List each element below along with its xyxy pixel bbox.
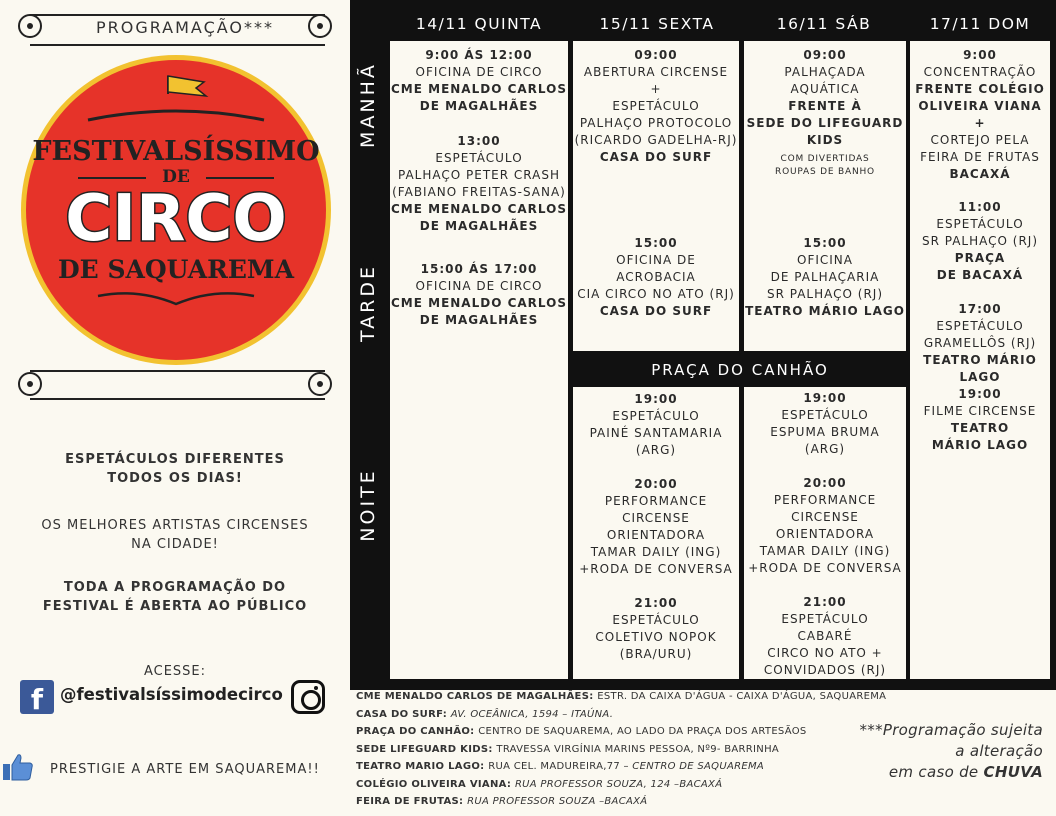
event [744, 47, 906, 179]
swirl-ornament-icon [18, 14, 42, 38]
venue-row [356, 688, 916, 706]
event-time: 20:00 [634, 477, 678, 491]
event [390, 133, 568, 235]
event-time: 15:00 ÁS 17:00 [420, 262, 538, 276]
event-line: CONVIDADOS (RJ) [763, 663, 887, 677]
event-venue: TEATRO MÁRIO [923, 353, 1037, 367]
event-venue: BACAXÁ [949, 167, 1011, 181]
event-line: ABERTURA CIRCENSE [583, 65, 729, 79]
event-line: TAMAR DAILY (ING) [759, 544, 891, 558]
day-header-sun: 17/11 DOM [929, 15, 1031, 33]
event-line: (FABIANO FREITAS-SANA) [392, 185, 566, 199]
cell-saturday-morning [744, 41, 906, 229]
event-line: CIRCENSE [622, 511, 690, 525]
event-line: FEIRA DE FRUTAS [920, 150, 1040, 164]
event-line: ESPETÁCULO [435, 151, 523, 165]
event-line: CIRCO NO ATO + [767, 646, 883, 660]
venue-name: CASA DO SURF: [356, 708, 451, 720]
event-venue: MÁRIO LAGO [931, 438, 1029, 452]
event-venue: LAGO [959, 370, 1001, 384]
event-line: OFICINA DE [616, 253, 696, 267]
event-line: (RICARDO GADELHA-RJ) [574, 133, 738, 147]
event-line: PALHAÇO PROTOCOLO [579, 116, 733, 130]
venue-list [356, 688, 916, 811]
cell-thursday [390, 41, 568, 679]
event-line: ESPETÁCULO [936, 319, 1024, 333]
event [573, 391, 739, 459]
disclaimer-note [845, 720, 1043, 783]
event-time: 19:00 [634, 392, 678, 406]
event [573, 595, 739, 663]
frame-bottom-line [30, 370, 325, 372]
logo-line-3: CIRCO [65, 182, 287, 256]
swirl-ornament-icon [18, 372, 42, 396]
tagline-espetaculos: ESPETÁCULOS DIFERENTES TODOS OS DIAS! [65, 452, 285, 486]
event-line: TAMAR DAILY (ING) [590, 545, 722, 559]
event-line: (BRA/URU) [619, 647, 693, 661]
event [390, 47, 568, 115]
event-time: 17:00 [958, 302, 1002, 316]
event-venue: FRENTE COLÉGIO [915, 82, 1045, 96]
venue-address: CENTRO DE SAQUAREMA, AO LADO DA PRAÇA DOS ARTESÃOS [478, 726, 807, 737]
event-venue: + [974, 116, 986, 130]
event-line: PALHAÇO PETER CRASH [398, 168, 560, 182]
festival-logo [18, 52, 334, 368]
event [573, 235, 739, 320]
venue-row [356, 793, 916, 811]
event [744, 475, 906, 577]
venue-address: TRAVESSA VIRGÍNIA MARINS PESSOA, Nº9- BARRINHA [496, 743, 780, 755]
venue-row [356, 723, 916, 741]
venue-row [356, 758, 916, 776]
venue-name: CME MENALDO CARLOS DE MAGALHÃES: [356, 691, 598, 702]
event-line: ORIENTADORA [775, 527, 875, 541]
venue-address: RUA CEL. MADUREIRA,77 – [488, 761, 633, 772]
cell-saturday-afternoon [744, 229, 906, 351]
note-line-1: ***Programação sujeita [859, 721, 1043, 739]
event-time: 9:00 [963, 48, 997, 62]
event-line: CIRCENSE [791, 510, 859, 524]
venue-row [356, 776, 916, 794]
event-line: ESPETÁCULO [781, 408, 869, 422]
event-venue: CME MENALDO CARLOS [391, 296, 567, 310]
social-handle[interactable]: @festivalsíssimodecirco [60, 685, 283, 704]
event-line: OFICINA DE CIRCO [415, 279, 543, 293]
cell-friday-morning [573, 41, 739, 229]
event-line: + [650, 82, 662, 96]
event-line: PERFORMANCE [604, 494, 708, 508]
event-line: ACROBACIA [616, 270, 696, 284]
frame-top-line [30, 14, 325, 16]
event-line: OFICINA DE CIRCO [415, 65, 543, 79]
event-note-line: COM DIVERTIDAS [780, 154, 870, 164]
event-time: 15:00 [803, 236, 847, 250]
logo-line-1: FESTIVALSÍSSIMO [32, 136, 320, 167]
event-venue: DE MAGALHÃES [419, 99, 539, 113]
venue-name: COLÉGIO OLIVEIRA VIANA: [356, 778, 515, 790]
swirl-ornament-icon [308, 372, 332, 396]
event-time: 21:00 [803, 595, 847, 609]
venue-address: RUA PROFESSOR SOUZA –BACAXÁ [467, 796, 648, 807]
note-line-3: em caso de CHUVA [888, 763, 1043, 781]
event-line: FILME CIRCENSE [923, 404, 1037, 418]
event-time: 19:00 [803, 391, 847, 405]
event-line: ESPETÁCULO [781, 612, 869, 626]
venue-name: PRAÇA DO CANHÃO: [356, 726, 479, 737]
event-line: PERFORMANCE [773, 493, 877, 507]
event-line: ESPUMA BRUMA [770, 425, 880, 439]
cell-friday-night [573, 387, 739, 679]
event-venue: CME MENALDO CARLOS [391, 82, 567, 96]
event-line: +RODA DE CONVERSA [748, 561, 902, 575]
acesse-label: ACESSE: [143, 664, 207, 679]
event-venue: PRAÇA [954, 251, 1006, 265]
tagline-artistas: OS MELHORES ARTISTAS CIRCENSES NA CIDADE! [41, 518, 309, 552]
event-line: CABARÉ [797, 629, 853, 643]
event-time: 9:00 ÁS 12:00 [425, 48, 533, 62]
event-time: 13:00 [457, 134, 501, 148]
event-time: 11:00 [958, 200, 1002, 214]
prestigie-text: PRESTIGIE A ARTE EM SAQUAREMA!! [50, 762, 320, 777]
event-line: CORTEJO PELA [930, 133, 1030, 147]
event-line: ORIENTADORA [606, 528, 706, 542]
logo-line-4: DE SAQUAREMA [58, 255, 294, 284]
event-venue: FRENTE À [788, 99, 862, 113]
event-line: CIA CIRCO NO ATO (RJ) [577, 287, 735, 301]
event [744, 390, 906, 458]
schedule-grid [350, 0, 1056, 690]
event-time: 09:00 [803, 48, 847, 62]
event-venue: CASA DO SURF [599, 304, 713, 318]
event-venue: DE BACAXÁ [936, 268, 1024, 282]
event-time: 09:00 [634, 48, 678, 62]
event-venue: CASA DO SURF [599, 150, 713, 164]
period-manha: MANHÃ [357, 62, 379, 148]
event-line: ESPETÁCULO [612, 613, 700, 627]
event-venue: KIDS [806, 133, 844, 147]
event-time: 21:00 [634, 596, 678, 610]
event-line: SR PALHAÇO (RJ) [766, 287, 884, 301]
day-header-fri: 15/11 SEXTA [599, 15, 715, 33]
venue-name: TEATRO MARIO LAGO: [356, 761, 489, 772]
venue-address: CENTRO DE SAQUAREMA [632, 761, 765, 772]
day-header-sat: 16/11 SÁB [776, 15, 872, 33]
event [744, 235, 906, 320]
venue-row [356, 741, 916, 759]
period-noite: NOITE [357, 468, 379, 542]
venue-row [356, 706, 916, 724]
venue-name: SEDE LIFEGUARD KIDS: [356, 743, 497, 755]
event-line: ESPETÁCULO [612, 409, 700, 423]
day-header-thu: 14/11 QUINTA [415, 15, 543, 33]
thumbs-up-icon [2, 750, 34, 782]
event [744, 594, 906, 679]
event-line: PALHAÇADA [784, 65, 866, 79]
event-line: CONCENTRAÇÃO [923, 65, 1037, 79]
event-venue: TEATRO MÁRIO LAGO [745, 304, 905, 318]
event-line: OFICINA [797, 253, 853, 267]
event-line: AQUÁTICA [790, 82, 860, 96]
cell-sunday [910, 41, 1050, 679]
facebook-icon[interactable]: f [20, 680, 54, 714]
event-venue: DE MAGALHÃES [419, 219, 539, 233]
cell-friday-afternoon [573, 229, 739, 351]
event-venue: TEATRO [950, 421, 1010, 435]
event-time: 15:00 [634, 236, 678, 250]
event-line: (ARG) [635, 443, 677, 457]
cell-saturday-night [744, 387, 906, 679]
frame-top-line-bottom [30, 44, 325, 46]
event-line: +RODA DE CONVERSA [579, 562, 733, 576]
venue-address: RUA PROFESSOR SOUZA, 124 –BACAXÁ [514, 778, 723, 790]
event-time: 19:00 [958, 387, 1002, 401]
period-tarde: TARDE [357, 264, 379, 342]
event [910, 199, 1050, 284]
event [910, 386, 1050, 454]
venue-address: ESTR. DA CAIXA D'ÁGUA - CAIXA D'ÁGUA, SAQUAREMA [597, 691, 887, 702]
event-venue: DE MAGALHÃES [419, 313, 539, 327]
frame-bottom-line-2 [30, 398, 325, 400]
event [573, 476, 739, 578]
left-panel [0, 0, 350, 816]
event [910, 47, 1050, 183]
event-line: GRAMELLÔS (RJ) [923, 336, 1037, 350]
praca-do-canhao-header: PRAÇA DO CANHÃO [651, 361, 829, 379]
tagline-aberta: TODA A PROGRAMAÇÃO DO FESTIVAL É ABERTA AO PÚBLICO [42, 580, 308, 614]
event-line: (ARG) [804, 442, 846, 456]
event [573, 47, 739, 166]
event-line: PAINÉ SANTAMARIA [589, 426, 723, 440]
event-note-line: ROUPAS DE BANHO [775, 167, 875, 177]
venue-address: AV. OCEÂNICA, 1594 – ITAÚNA. [450, 708, 614, 720]
logo-line-2: DE [162, 167, 190, 187]
event-venue: OLIVEIRA VIANA [918, 99, 1042, 113]
event-note [744, 153, 906, 179]
event-venue: SEDE DO LIFEGUARD [746, 116, 904, 130]
venue-name: FEIRA DE FRUTAS: [356, 796, 468, 807]
event [390, 261, 568, 329]
event [910, 301, 1050, 386]
note-line-2: a alteração [955, 742, 1043, 760]
event-line: COLETIVO NOPOK [595, 630, 717, 644]
event-line: ESPETÁCULO [936, 217, 1024, 231]
swirl-ornament-icon [308, 14, 332, 38]
instagram-icon[interactable] [291, 680, 325, 714]
event-line: SR PALHAÇO (RJ) [921, 234, 1039, 248]
event-time: 20:00 [803, 476, 847, 490]
event-line: DE PALHAÇARIA [770, 270, 880, 284]
event-venue: CME MENALDO CARLOS [391, 202, 567, 216]
event-line: ESPETÁCULO [612, 99, 700, 113]
programacao-title: PROGRAMAÇÃO*** [95, 18, 275, 37]
